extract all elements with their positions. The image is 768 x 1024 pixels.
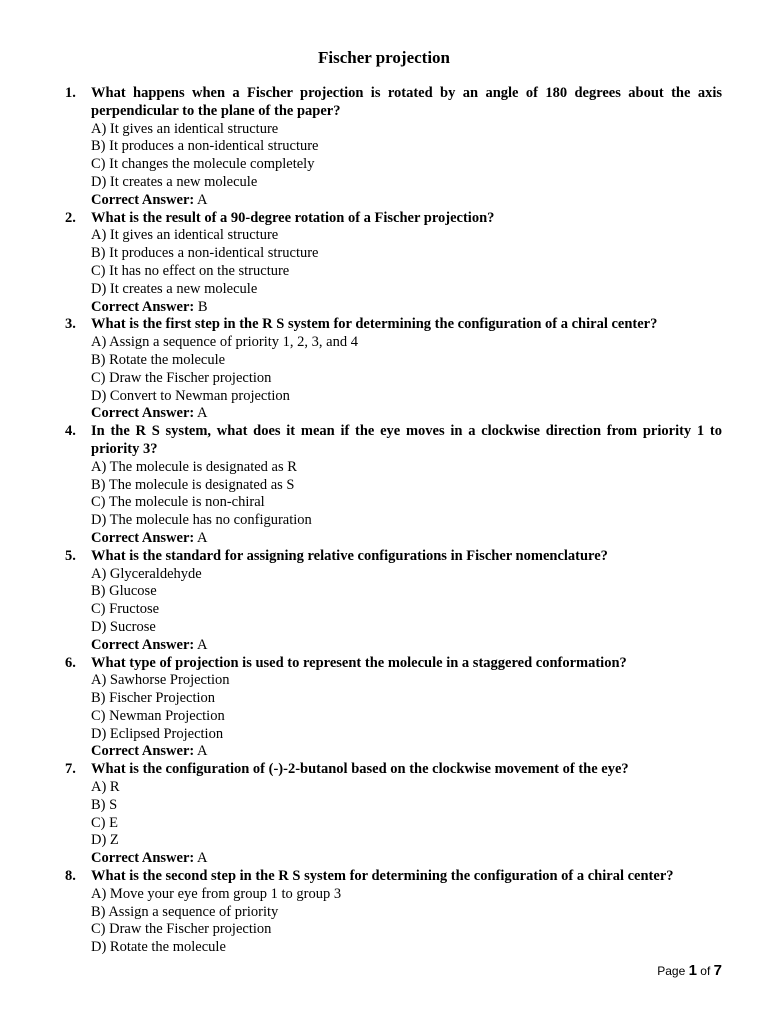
correct-answer-label: Correct Answer: bbox=[91, 636, 195, 653]
answer-option: C) Newman Projection bbox=[91, 707, 225, 724]
answer-option: B) Assign a sequence of priority bbox=[91, 903, 279, 920]
question-number: 8. bbox=[65, 868, 76, 885]
correct-answer-value: A bbox=[197, 191, 208, 208]
question-item bbox=[65, 548, 722, 655]
answer-option: D) It creates a new molecule bbox=[91, 173, 258, 190]
answer-option: D) It creates a new molecule bbox=[91, 280, 258, 297]
answer-option: A) Move your eye from group 1 to group 3 bbox=[91, 885, 342, 902]
question-number: 2. bbox=[65, 209, 76, 226]
answer-option: C) It changes the molecule completely bbox=[91, 156, 315, 173]
correct-answer-line bbox=[91, 637, 722, 655]
answer-option: D) Eclipsed Projection bbox=[91, 725, 224, 742]
of-word: of bbox=[700, 964, 711, 978]
answer-option: C) Fructose bbox=[91, 601, 160, 618]
correct-answer-line bbox=[91, 530, 722, 548]
correct-answer-value: A bbox=[197, 743, 208, 760]
answer-option: D) Rotate the molecule bbox=[91, 939, 226, 956]
question-number: 7. bbox=[65, 761, 76, 778]
answer-option: C) The molecule is non-chiral bbox=[91, 494, 265, 511]
question-number: 5. bbox=[65, 547, 76, 564]
correct-answer-line bbox=[91, 850, 722, 868]
answer-option: A) Sawhorse Projection bbox=[91, 672, 230, 689]
correct-answer-value: B bbox=[197, 298, 208, 315]
answer-option: A) R bbox=[91, 779, 120, 796]
correct-answer-line bbox=[91, 192, 722, 210]
correct-answer-value: A bbox=[197, 529, 208, 546]
answer-option: A) It gives an identical structure bbox=[91, 227, 279, 244]
question-number: 1. bbox=[65, 85, 76, 101]
correct-answer-value: A bbox=[197, 405, 208, 422]
correct-answer-label: Correct Answer: bbox=[91, 405, 195, 422]
question-number: 4. bbox=[65, 423, 76, 440]
correct-answer-label: Correct Answer: bbox=[91, 191, 195, 208]
answer-option: B) S bbox=[91, 796, 118, 813]
page-footer bbox=[657, 961, 722, 981]
question-text: What is the configuration of (-)-2-butanol based on the clockwise movement of the eye? bbox=[91, 761, 629, 778]
answer-option: A) Assign a sequence of priority 1, 2, 3, and 4 bbox=[91, 334, 358, 351]
correct-answer-value: A bbox=[197, 636, 208, 653]
question-item bbox=[65, 85, 722, 210]
question-item bbox=[65, 316, 722, 423]
question-text: In the R S system, what does it mean if the eye moves in a clockwise direction from priority 1 to priority 3? bbox=[91, 423, 722, 457]
answer-option: C) Draw the Fischer projection bbox=[91, 369, 272, 386]
correct-answer-line bbox=[91, 405, 722, 423]
answer-option: B) Fischer Projection bbox=[91, 690, 216, 707]
answer-option: C) It has no effect on the structure bbox=[91, 262, 290, 279]
correct-answer-line bbox=[91, 743, 722, 761]
question-item bbox=[65, 868, 722, 957]
question-item bbox=[65, 423, 722, 548]
answer-option: D) The molecule has no configuration bbox=[91, 512, 312, 529]
question-text: What type of projection is used to represent the molecule in a staggered conformation? bbox=[91, 654, 627, 671]
answer-option: C) Draw the Fischer projection bbox=[91, 921, 272, 938]
current-page-number: 1 bbox=[688, 962, 697, 979]
question-item bbox=[65, 761, 722, 868]
question-number: 3. bbox=[65, 316, 76, 333]
answer-option: B) It produces a non-identical structure bbox=[91, 138, 319, 155]
answer-option: B) It produces a non-identical structure bbox=[91, 245, 319, 262]
question-text: What is the first step in the R S system for determining the configuration of a chiral center? bbox=[91, 316, 658, 333]
page-word: Page bbox=[657, 964, 686, 978]
answer-option: B) Rotate the molecule bbox=[91, 351, 226, 368]
answer-option: B) The molecule is designated as S bbox=[91, 476, 295, 493]
question-list bbox=[65, 85, 722, 957]
question-text: What is the result of a 90-degree rotation of a Fischer projection? bbox=[91, 209, 495, 226]
question-number: 6. bbox=[65, 654, 76, 671]
correct-answer-label: Correct Answer: bbox=[91, 529, 195, 546]
answer-option: B) Glucose bbox=[91, 583, 157, 600]
correct-answer-label: Correct Answer: bbox=[91, 850, 195, 867]
answer-option: D) Z bbox=[91, 832, 119, 849]
correct-answer-label: Correct Answer: bbox=[91, 298, 195, 315]
answer-option: D) Sucrose bbox=[91, 618, 156, 635]
answer-option: A) It gives an identical structure bbox=[91, 120, 279, 137]
answer-option: A) Glyceraldehyde bbox=[91, 565, 202, 582]
page-title: Fischer projection bbox=[317, 48, 451, 67]
question-text: What happens when a Fischer projection is rotated by an angle of 180 degrees about the axis perpendicular to the plane of the paper? bbox=[91, 85, 722, 119]
correct-answer-label: Correct Answer: bbox=[91, 743, 195, 760]
question-text: What is the second step in the R S system for determining the configuration of a chiral center? bbox=[91, 868, 674, 885]
question-item bbox=[65, 210, 722, 317]
question-item bbox=[65, 655, 722, 762]
answer-option: D) Convert to Newman projection bbox=[91, 387, 290, 404]
total-pages-number: 7 bbox=[713, 962, 722, 979]
answer-option: A) The molecule is designated as R bbox=[91, 458, 297, 475]
correct-answer-line bbox=[91, 299, 722, 317]
answer-option: C) E bbox=[91, 814, 118, 831]
correct-answer-value: A bbox=[197, 850, 208, 867]
question-text: What is the standard for assigning relative configurations in Fischer nomenclature? bbox=[91, 547, 608, 564]
